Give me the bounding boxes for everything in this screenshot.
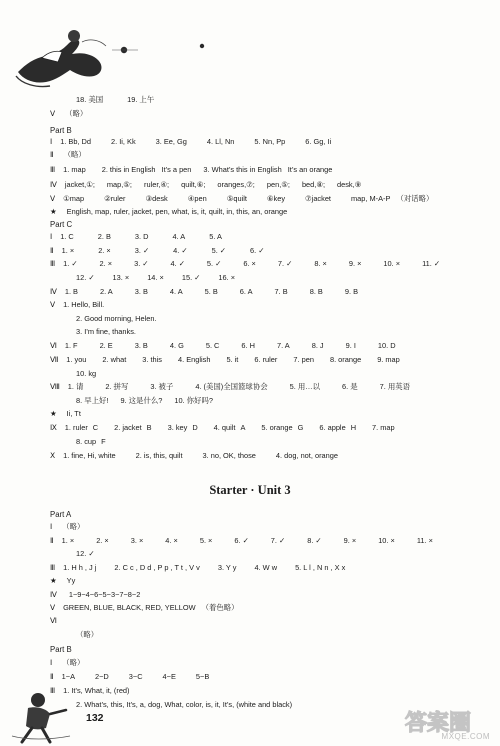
line-10 <box>50 233 222 240</box>
line-31-cell-3: 3. Y y <box>217 563 237 572</box>
line-17 <box>76 328 136 335</box>
line-21-cell-5: 5. 用…以 <box>289 382 320 391</box>
line-14 <box>50 288 358 295</box>
line-30-cell-0: 12. ✓ <box>76 549 95 558</box>
line-29-cell-7: 7. ✓ <box>270 536 286 545</box>
line-18-cell-6: 6. H <box>241 341 255 350</box>
line-32 <box>50 577 75 584</box>
line-26-cell-3: 3. no, OK, those <box>202 451 256 460</box>
line-6-cell-1: jacket,①; <box>64 180 95 189</box>
line-25-cell-1: F <box>101 437 106 446</box>
watermark-url: MXQE.COM <box>441 732 490 741</box>
line-37 <box>50 646 72 654</box>
line-29-cell-11: 11. × <box>416 536 433 545</box>
line-18-cell-2: 2. E <box>99 341 113 350</box>
line-39 <box>50 673 209 680</box>
line-37-cell-0: Part B <box>50 645 72 654</box>
line-12-cell-6: 6. × <box>243 259 256 268</box>
line-20-cell-0: 10. kg <box>76 369 97 378</box>
line-24-cell-5: 3. key <box>167 423 188 432</box>
line-4-cell-0: Ⅱ <box>50 150 54 159</box>
line-12-cell-2: 2. × <box>99 259 113 268</box>
line-14-cell-4: 4. A <box>169 287 183 296</box>
line-19-cell-1: 1. you <box>66 355 87 364</box>
line-35 <box>50 617 57 624</box>
line-16-cell-0: 2. Good morning, Helen. <box>76 314 157 323</box>
line-24-cell-1: 1. ruler <box>64 423 88 432</box>
line-24 <box>50 424 395 431</box>
line-7-cell-8: map, M-A-P <box>350 194 391 203</box>
line-10-cell-0: Ⅰ <box>50 232 53 241</box>
line-10-cell-1: 1. C <box>60 232 74 241</box>
line-24-cell-13: 7. map <box>372 423 395 432</box>
line-11-cell-3: 3. ✓ <box>134 246 150 255</box>
line-3-cell-5: 5. Nn, Pp <box>254 137 286 146</box>
line-24-cell-6: D <box>192 423 198 432</box>
line-16 <box>76 315 157 322</box>
line-34-cell-0: Ⅴ <box>50 603 56 612</box>
line-5-cell-1: 1. map <box>63 165 86 174</box>
line-18 <box>50 342 396 349</box>
line-24-cell-11: 6. apple <box>319 423 346 432</box>
line-18-cell-5: 5. C <box>205 341 220 350</box>
line-11-cell-6: 6. ✓ <box>250 246 265 255</box>
line-5-cell-4: 3. What’s this in English <box>203 165 282 174</box>
line-5-cell-0: Ⅲ <box>50 165 56 174</box>
line-24-cell-9: 5. orange <box>261 423 293 432</box>
line-0-cell-0: 18. 美国 <box>76 95 104 104</box>
line-31 <box>50 564 345 571</box>
unit-title: Starter · Unit 3 <box>209 483 291 497</box>
line-21-cell-7: 7. 用英语 <box>379 382 410 391</box>
line-24-cell-8: A <box>240 423 246 432</box>
watermark-brand: 答案圈 <box>404 711 472 736</box>
line-5-cell-3: It’s a pen <box>161 165 192 174</box>
line-21-cell-4: 4. (美国)全国篮球协会 <box>195 382 268 391</box>
line-7-cell-5: ⑤quilt <box>226 194 247 203</box>
line-22 <box>76 397 213 404</box>
line-7 <box>50 195 433 202</box>
line-15-cell-1: 1. Hello, Bill. <box>63 300 105 309</box>
line-34 <box>50 604 239 611</box>
line-38-cell-0: Ⅰ <box>50 658 53 667</box>
line-9-cell-0: Part C <box>50 220 73 229</box>
line-0-cell-1: 19. 上午 <box>127 95 155 104</box>
line-12-cell-8: 8. × <box>314 259 327 268</box>
line-14-cell-3: 3. B <box>134 287 148 296</box>
line-14-cell-6: 6. A <box>239 287 253 296</box>
line-14-cell-2: 2. A <box>99 287 113 296</box>
line-18-cell-4: 4. G <box>169 341 184 350</box>
line-28 <box>50 523 84 530</box>
line-23-cell-0: ★ <box>50 409 57 418</box>
line-21-cell-2: 2. 拼写 <box>105 382 129 391</box>
line-34-cell-2: （着色略） <box>201 603 239 612</box>
line-13-cell-2: 14. × <box>147 273 164 282</box>
line-33-cell-1: 1−9−4−6−5−3−7−8−2 <box>68 590 141 599</box>
line-8-cell-0: ★ <box>50 207 57 216</box>
line-31-cell-4: 4. W w <box>254 563 278 572</box>
line-40-cell-1: 1. It’s, What, it, (red) <box>63 686 130 695</box>
line-18-cell-10: 10. D <box>377 341 396 350</box>
line-18-cell-7: 7. A <box>276 341 290 350</box>
line-12-cell-1: 1. ✓ <box>63 259 78 268</box>
line-12-cell-5: 5. ✓ <box>206 259 222 268</box>
line-13-cell-4: 16. × <box>218 273 236 282</box>
line-14-cell-0: Ⅳ <box>50 287 57 296</box>
line-7-cell-4: ④pen <box>187 194 207 203</box>
line-26-cell-1: 1. fine, Hi, white <box>63 451 116 460</box>
line-24-cell-12: H <box>350 423 357 432</box>
runner-illustration <box>10 690 90 744</box>
page-number: 132 <box>86 712 104 724</box>
line-35-cell-0: Ⅵ <box>50 616 57 625</box>
line-13-cell-0: 12. ✓ <box>76 273 95 282</box>
line-7-cell-2: ②ruler <box>104 194 126 203</box>
line-26-cell-2: 2. is, this, quilt <box>135 451 183 460</box>
line-17-cell-0: 3. I’m fine, thanks. <box>76 327 136 336</box>
line-6-cell-2: map,⑤; <box>106 180 132 189</box>
line-32-cell-0: ★ <box>50 576 57 585</box>
line-6-cell-7: bed,⑧; <box>301 180 326 189</box>
line-3 <box>50 138 331 145</box>
line-7-cell-9: （对话略） <box>396 194 434 203</box>
line-22-cell-1: 9. 这是什么? <box>120 396 163 405</box>
line-38-cell-1: （略） <box>62 658 85 667</box>
line-39-cell-5: 5−B <box>195 672 210 681</box>
line-19-cell-6: 6. ruler <box>254 355 278 364</box>
line-3-cell-2: 2. Ii, Kk <box>111 137 136 146</box>
line-6-cell-3: ruler,④; <box>144 180 170 189</box>
line-11-cell-5: 5. ✓ <box>211 246 226 255</box>
line-2 <box>50 127 72 135</box>
line-12-cell-0: Ⅲ <box>50 259 56 268</box>
line-18-cell-8: 8. J <box>311 341 324 350</box>
line-1-cell-0: Ⅴ <box>50 109 56 118</box>
line-19 <box>50 356 400 363</box>
line-29-cell-3: 3. × <box>130 536 144 545</box>
line-3-cell-0: Ⅰ <box>50 137 53 146</box>
line-25 <box>76 438 106 445</box>
line-1 <box>50 110 87 117</box>
line-27 <box>50 511 71 519</box>
line-38 <box>50 659 84 666</box>
line-3-cell-6: 6. Gg, Ii <box>305 137 332 146</box>
line-36 <box>76 631 98 638</box>
line-34-cell-1: GREEN, BLUE, BLACK, RED, YELLOW <box>63 603 196 612</box>
line-13-cell-3: 15. ✓ <box>181 273 201 282</box>
line-31-cell-2: 2. C c , D d , P p , T t , V v <box>114 563 200 572</box>
line-7-cell-1: ①map <box>63 194 85 203</box>
line-12-cell-11: 11. ✓ <box>422 259 441 268</box>
line-18-cell-9: 9. I <box>345 341 356 350</box>
line-5 <box>50 166 332 173</box>
line-26 <box>50 452 338 459</box>
line-30 <box>76 550 95 557</box>
line-39-cell-4: 4−E <box>162 672 176 681</box>
line-14-cell-7: 7. B <box>274 287 288 296</box>
line-32-cell-1: Yy <box>66 576 76 585</box>
line-11-cell-4: 4. ✓ <box>173 246 188 255</box>
line-39-cell-3: 3−C <box>128 672 143 681</box>
line-25-cell-0: 8. cup <box>76 437 97 446</box>
line-19-cell-2: 2. what <box>102 355 127 364</box>
line-21-cell-1: 1. 请 <box>67 382 84 391</box>
line-5-cell-5: It’s an orange <box>287 165 333 174</box>
line-24-cell-3: 2. jacket <box>114 423 142 432</box>
line-29-cell-5: 5. × <box>199 536 213 545</box>
line-0 <box>76 96 154 103</box>
line-29-cell-6: 6. ✓ <box>234 536 249 545</box>
line-19-cell-0: Ⅶ <box>50 355 59 364</box>
line-4 <box>50 151 86 158</box>
line-19-cell-3: 3. this <box>142 355 162 364</box>
line-20 <box>76 370 96 377</box>
line-19-cell-4: 4. English <box>177 355 211 364</box>
line-22-cell-2: 10. 你好吗? <box>174 396 213 405</box>
line-11-cell-0: Ⅱ <box>50 246 54 255</box>
line-19-cell-5: 5. it <box>226 355 239 364</box>
line-26-cell-0: Ⅹ <box>50 451 56 460</box>
line-23 <box>50 410 81 417</box>
line-19-cell-8: 8. orange <box>329 355 362 364</box>
line-29-cell-9: 9. × <box>343 536 357 545</box>
line-12-cell-10: 10. × <box>383 259 401 268</box>
line-10-cell-5: 5. A <box>209 232 222 241</box>
line-29 <box>50 537 433 544</box>
line-6-cell-4: quilt,⑥; <box>181 180 206 189</box>
line-19-cell-7: 7. pen <box>293 355 314 364</box>
line-6-cell-6: pen,⑤; <box>266 180 290 189</box>
line-13 <box>76 274 235 281</box>
line-28-cell-0: Ⅰ <box>50 522 53 531</box>
line-14-cell-5: 5. B <box>204 287 218 296</box>
line-4-cell-1: （略） <box>63 150 86 159</box>
line-31-cell-0: Ⅲ <box>50 563 56 572</box>
line-14-cell-9: 9. B <box>344 287 359 296</box>
line-33-cell-0: Ⅳ <box>50 590 57 599</box>
line-12-cell-7: 7. ✓ <box>277 259 293 268</box>
line-18-cell-0: Ⅵ <box>50 341 57 350</box>
line-7-cell-6: ⑥key <box>266 194 286 203</box>
line-21-cell-0: Ⅷ <box>50 382 60 391</box>
line-8 <box>50 208 287 215</box>
line-29-cell-8: 8. ✓ <box>307 536 322 545</box>
line-24-cell-4: B <box>146 423 152 432</box>
line-29-cell-10: 10. × <box>378 536 395 545</box>
line-7-cell-0: Ⅴ <box>50 194 56 203</box>
line-29-cell-1: 1. × <box>61 536 75 545</box>
line-11-cell-1: 1. × <box>61 246 75 255</box>
line-29-cell-2: 2. × <box>96 536 109 545</box>
line-8-cell-1: English, map, ruler, jacket, pen, what, is, it, quilt, in, this, an, orange <box>66 207 288 216</box>
line-12-cell-4: 4. ✓ <box>170 259 185 268</box>
line-27-cell-0: Part A <box>50 510 72 519</box>
line-19-cell-9: 9. map <box>377 355 400 364</box>
line-41-cell-0: 2. What’s, this, It’s, a, dog, What, color, is, it, It’s, (white and black) <box>76 700 293 709</box>
line-12-cell-9: 9. × <box>348 259 362 268</box>
running-boy-illustration <box>12 28 212 92</box>
line-18-cell-3: 3. B <box>134 341 148 350</box>
line-24-cell-7: 4. quilt <box>213 423 236 432</box>
line-14-cell-1: 1. B <box>64 287 78 296</box>
line-21-cell-3: 3. 被子 <box>150 382 174 391</box>
line-10-cell-4: 4. A <box>172 232 186 241</box>
line-15 <box>50 301 104 308</box>
line-6-cell-0: Ⅳ <box>50 180 57 189</box>
line-5-cell-2: 2. this in English <box>101 165 156 174</box>
line-39-cell-0: Ⅱ <box>50 672 54 681</box>
line-18-cell-1: 1. F <box>64 341 78 350</box>
line-7-cell-7: ⑦jacket <box>305 194 331 203</box>
line-12-cell-3: 3. ✓ <box>134 259 149 268</box>
line-22-cell-0: 8. 早上好! <box>76 396 109 405</box>
line-3-cell-1: 1. Bb, Dd <box>60 137 91 146</box>
line-26-cell-4: 4. dog, not, orange <box>275 451 338 460</box>
line-24-cell-10: G <box>297 423 304 432</box>
line-1-cell-1: （略） <box>65 109 88 118</box>
line-11-cell-2: 2. × <box>98 246 111 255</box>
line-39-cell-1: 1−A <box>61 672 75 681</box>
line-40-cell-0: Ⅲ <box>50 686 56 695</box>
line-21-cell-6: 6. 是 <box>342 382 358 391</box>
line-33 <box>50 591 140 598</box>
line-10-cell-3: 3. D <box>134 232 149 241</box>
line-6 <box>50 181 361 188</box>
line-2-cell-0: Part B <box>50 126 72 135</box>
line-13-cell-1: 13. × <box>112 273 130 282</box>
line-10-cell-2: 2. B <box>97 232 111 241</box>
line-6-cell-8: desk,⑨ <box>337 180 362 189</box>
line-3-cell-3: 3. Ee, Gg <box>155 137 187 146</box>
line-7-cell-3: ③desk <box>145 194 168 203</box>
line-24-cell-0: Ⅸ <box>50 423 57 432</box>
line-15-cell-0: Ⅴ <box>50 300 56 309</box>
line-24-cell-2: C <box>92 423 99 432</box>
line-31-cell-5: 5. L l , N n , X x <box>295 563 346 572</box>
line-23-cell-1: Ii, Tt <box>66 409 81 418</box>
line-39-cell-2: 2−D <box>95 672 109 681</box>
line-21 <box>50 383 410 390</box>
line-31-cell-1: 1. H h , J j <box>63 563 97 572</box>
line-29-cell-0: Ⅱ <box>50 536 54 545</box>
line-9 <box>50 221 72 229</box>
line-11 <box>50 247 264 254</box>
line-12 <box>50 260 440 267</box>
line-28-cell-1: （略） <box>62 522 85 531</box>
line-14-cell-8: 8. B <box>309 287 323 296</box>
line-29-cell-4: 4. × <box>165 536 178 545</box>
line-6-cell-5: oranges,⑦; <box>217 180 255 189</box>
line-41 <box>76 701 292 708</box>
line-3-cell-4: 4. Ll, Nn <box>206 137 235 146</box>
line-36-cell-0: （略） <box>76 630 99 639</box>
